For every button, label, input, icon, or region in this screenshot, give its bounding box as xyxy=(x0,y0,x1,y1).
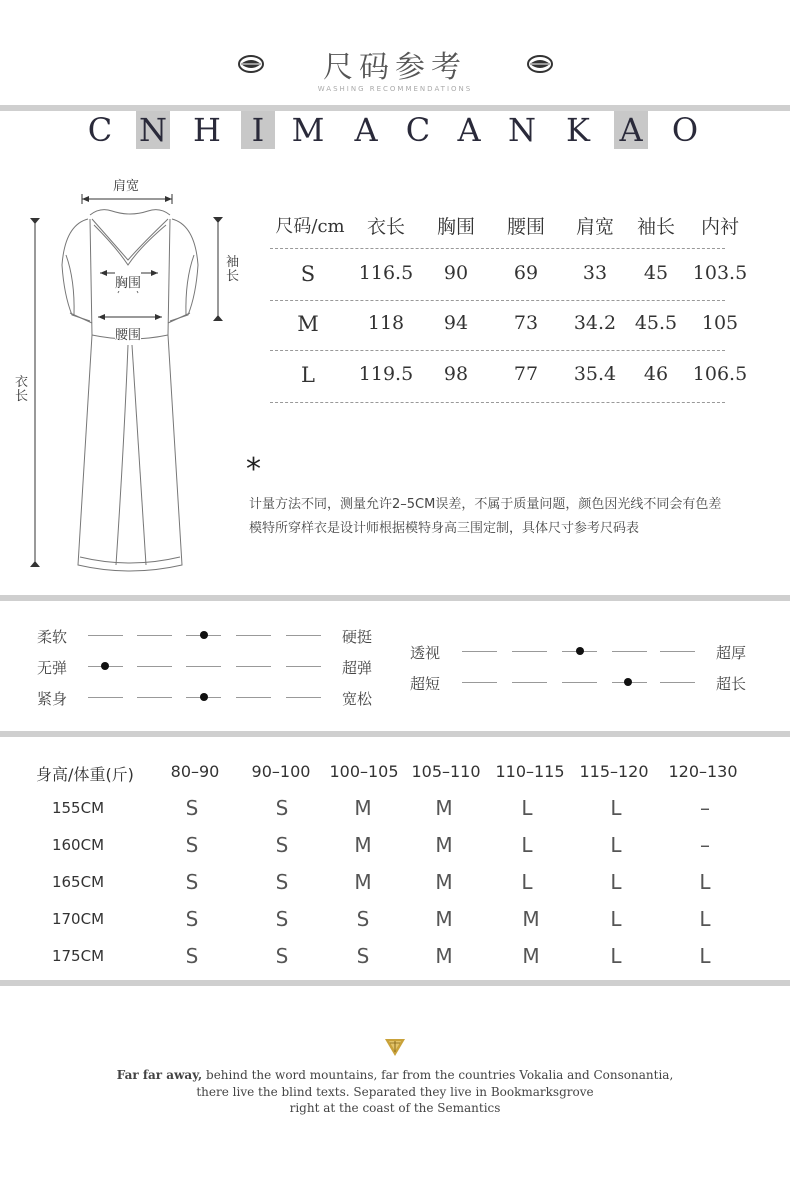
footer-line-1-text: behind the word mountains, far from the countries Vokalia and Consonantia, xyxy=(202,1068,674,1082)
size-cell: 35.4 xyxy=(573,363,617,385)
recommend-cell: L xyxy=(521,870,533,894)
table-divider xyxy=(270,350,725,351)
table-divider xyxy=(270,402,725,403)
footer-line-3: right at the coast of the Semantics xyxy=(289,1101,501,1115)
size-cell: 33 xyxy=(582,262,608,284)
leaf-icon-right xyxy=(527,54,553,74)
recommend-cell: L xyxy=(610,796,622,820)
size-cell: 98 xyxy=(443,363,469,385)
size-header-cell: 袖长 xyxy=(636,216,675,238)
feel-low-label: 紧身 xyxy=(37,690,68,708)
size-cell: 105 xyxy=(701,312,739,334)
feel-high-label: 超长 xyxy=(716,675,747,693)
scale-line xyxy=(286,666,321,667)
recommend-column-header: 120–130 xyxy=(668,762,738,781)
recommend-column-header: 100–105 xyxy=(329,762,399,781)
feel-low-label: 超短 xyxy=(410,675,441,693)
recommend-header-label: 身高/体重(斤) xyxy=(36,765,134,784)
footer-bold: Far far away, xyxy=(116,1068,203,1082)
table-row xyxy=(270,312,739,338)
page-title: 尺码参考 xyxy=(323,50,467,85)
recommend-cell: L xyxy=(699,944,711,968)
brand-letter: N xyxy=(136,111,170,149)
scale-line xyxy=(186,666,221,667)
brand-letter: A xyxy=(457,111,481,149)
scale-line xyxy=(236,697,271,698)
table-divider xyxy=(270,248,725,249)
recommend-cell: M xyxy=(354,833,372,857)
divider-bar xyxy=(0,980,790,986)
size-cell: 90 xyxy=(443,262,469,284)
recommend-column-header: 115–120 xyxy=(579,762,649,781)
size-cell: 118 xyxy=(367,312,405,334)
note-star: * xyxy=(246,452,261,487)
footer-line-1 xyxy=(0,1068,790,1082)
recommend-cell: L xyxy=(699,870,711,894)
size-header-cell: 衣长 xyxy=(366,216,405,238)
size-cell: 45.5 xyxy=(634,312,678,334)
feel-low-label: 柔软 xyxy=(37,628,68,646)
bust-label: 胸围 xyxy=(115,272,141,291)
scale-line xyxy=(236,635,271,636)
brand-letter: A xyxy=(354,111,378,149)
feel-high-label: 超弹 xyxy=(342,659,373,677)
brand-letter: O xyxy=(671,111,699,149)
size-cell: 116.5 xyxy=(358,262,414,284)
recommend-cell: S xyxy=(185,944,199,968)
recommend-cell: M xyxy=(354,796,372,820)
scale-line xyxy=(660,682,695,683)
scale-line xyxy=(137,635,172,636)
scale-line xyxy=(88,635,123,636)
scale-line xyxy=(660,651,695,652)
size-cell: 103.5 xyxy=(692,262,748,284)
scale-marker xyxy=(576,647,584,655)
scale-line xyxy=(512,682,547,683)
size-cell: 77 xyxy=(513,363,539,385)
recommend-cell: M xyxy=(435,870,453,894)
note-line-2: 模特所穿样衣是设计师根据模特身高三围定制，具体尺寸参考尺码表 xyxy=(249,521,640,536)
brand-letter: K xyxy=(566,111,590,149)
recommend-cell: M xyxy=(522,944,540,968)
recommend-cell: S xyxy=(275,833,289,857)
brand-letter: C xyxy=(87,111,113,149)
size-cell: 106.5 xyxy=(692,363,748,385)
size-header-cell: 尺码/cm xyxy=(275,216,345,237)
recommend-cell: M xyxy=(435,944,453,968)
feel-high-label: 宽松 xyxy=(342,690,373,708)
size-cell: 46 xyxy=(643,363,669,385)
size-cell: 45 xyxy=(643,262,669,284)
recommend-cell: S xyxy=(185,796,199,820)
recommend-cell: L xyxy=(521,833,533,857)
scale-line xyxy=(612,651,647,652)
recommend-cell: S xyxy=(275,870,289,894)
recommend-cell: – xyxy=(700,796,710,820)
scale-marker xyxy=(200,631,208,639)
recommend-cell: M xyxy=(435,796,453,820)
scale-line xyxy=(462,682,497,683)
size-header-cell: 肩宽 xyxy=(575,216,614,238)
brand-letter: H xyxy=(193,111,221,149)
scale-line xyxy=(137,666,172,667)
height-label: 175CM xyxy=(51,947,105,965)
size-table-header xyxy=(270,212,739,238)
note-line-1: 计量方法不同，测量允许2–5CM误差，不属于质量问题，颜色因光线不同会有色差 xyxy=(249,497,722,512)
recommend-column-header: 90–100 xyxy=(251,762,311,781)
recommend-cell: S xyxy=(185,870,199,894)
height-label: 165CM xyxy=(51,873,105,891)
scale-line xyxy=(236,666,271,667)
size-cell: 34.2 xyxy=(573,312,617,334)
recommend-column-header: 80–90 xyxy=(170,762,220,781)
recommend-cell: S xyxy=(275,907,289,931)
recommend-cell: L xyxy=(699,907,711,931)
height-label: 170CM xyxy=(51,910,105,928)
feel-high-label: 硬挺 xyxy=(342,628,373,646)
height-label: 155CM xyxy=(51,799,105,817)
brand-letter: I xyxy=(241,111,275,149)
recommend-cell: M xyxy=(435,907,453,931)
recommend-cell: L xyxy=(610,833,622,857)
recommend-cell: L xyxy=(610,907,622,931)
size-cell: 119.5 xyxy=(358,363,414,385)
size-header-cell: 腰围 xyxy=(506,216,545,238)
scale-line xyxy=(562,682,597,683)
table-row xyxy=(270,262,748,288)
table-divider xyxy=(270,300,725,301)
table-row xyxy=(270,363,748,389)
size-cell: M xyxy=(297,312,319,336)
brand-letter: M xyxy=(291,111,325,149)
recommend-cell: S xyxy=(356,944,370,968)
sleeve-label: 袖长 xyxy=(226,255,240,284)
recommend-cell: M xyxy=(522,907,540,931)
recommend-cell: M xyxy=(435,833,453,857)
size-cell: S xyxy=(300,262,316,286)
scale-line xyxy=(286,635,321,636)
recommend-cell: L xyxy=(521,796,533,820)
recommend-cell: S xyxy=(185,833,199,857)
scale-line xyxy=(88,697,123,698)
recommend-cell: L xyxy=(610,870,622,894)
shoulder-label: 肩宽 xyxy=(113,179,140,194)
brand-letter: N xyxy=(508,111,536,149)
waist-label: 腰围 xyxy=(115,324,141,343)
length-label: 衣长 xyxy=(15,375,29,404)
recommend-cell: M xyxy=(354,870,372,894)
size-cell: 73 xyxy=(513,312,539,334)
recommend-cell: S xyxy=(356,907,370,931)
brand-letter: A xyxy=(614,111,648,149)
scale-line xyxy=(137,697,172,698)
recommend-cell: L xyxy=(610,944,622,968)
recommend-cell: S xyxy=(275,796,289,820)
scale-line xyxy=(512,651,547,652)
recommend-column-header: 105–110 xyxy=(411,762,481,781)
size-cell: L xyxy=(301,363,315,387)
scale-marker xyxy=(101,662,109,670)
brand-letters xyxy=(0,111,790,151)
scale-line xyxy=(286,697,321,698)
scale-marker xyxy=(624,678,632,686)
brand-letter: C xyxy=(405,111,431,149)
recommend-cell: S xyxy=(275,944,289,968)
page-subtitle: WASHING RECOMMENDATIONS xyxy=(317,85,473,93)
recommend-cell: S xyxy=(185,907,199,931)
footer-line-2: there live the blind texts. Separated they live in Bookmarksgrove xyxy=(196,1085,594,1099)
size-header-cell: 胸围 xyxy=(436,216,475,238)
divider-bar xyxy=(0,731,790,737)
size-cell: 69 xyxy=(513,262,539,284)
feel-high-label: 超厚 xyxy=(716,644,747,662)
recommend-column-header: 110–115 xyxy=(495,762,565,781)
logo-icon xyxy=(384,1037,406,1057)
size-cell: 94 xyxy=(443,312,469,334)
feel-low-label: 透视 xyxy=(410,644,441,662)
divider-bar xyxy=(0,595,790,601)
recommend-cell: – xyxy=(700,833,710,857)
dress-diagram xyxy=(20,185,250,580)
scale-marker xyxy=(200,693,208,701)
feel-low-label: 无弹 xyxy=(37,659,68,677)
scale-line xyxy=(462,651,497,652)
height-label: 160CM xyxy=(51,836,105,854)
size-header-cell: 内衬 xyxy=(700,216,739,238)
